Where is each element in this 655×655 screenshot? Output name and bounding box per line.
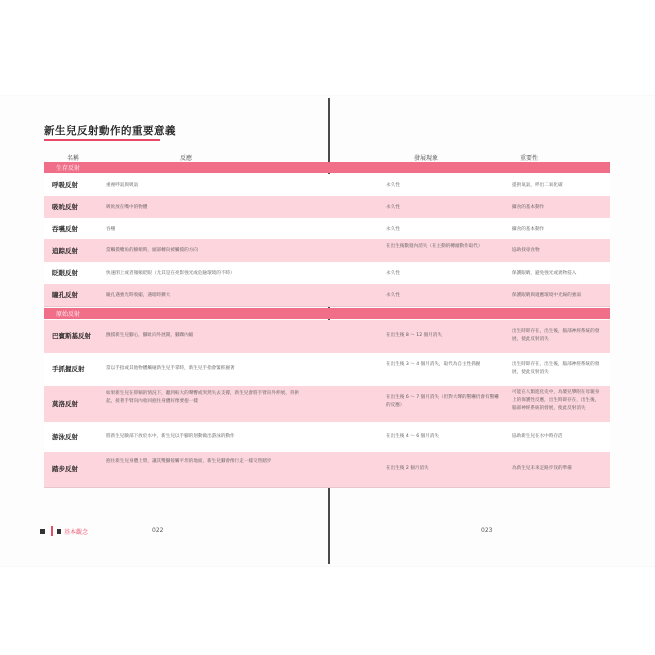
reflex-period: 永久性 <box>386 293 400 298</box>
reflex-response: 抱住新生兒身體上臂，讓其雙腳接觸平坦的地面，新生兒腳會像行走一樣交替踏步 <box>106 459 272 464</box>
reflex-significance: 可能在人類進化史中，為嬰兒攀附在母親身上的保護性反應，出生時即存在，出生後，腦部神經系統的發展，使此反射消失 <box>512 390 600 411</box>
table-row <box>44 452 610 488</box>
reflex-response: 重複呼氣與吸氣 <box>106 183 139 188</box>
reflex-name: 追踪反射 <box>52 247 78 255</box>
reflex-period: 在出生後數週內消失（在主動的轉頭動作取代） <box>386 244 483 249</box>
reflex-period: 在出生後 2 個月消失 <box>386 466 429 471</box>
reflex-name: 游泳反射 <box>52 433 78 441</box>
section-band-primitive <box>44 308 610 319</box>
reflex-name: 眨眼反射 <box>52 269 78 277</box>
page-number-left: 022 <box>152 527 164 534</box>
section-band-survival <box>44 162 610 173</box>
reflex-response: 快速閉上或者頻頻眨眼（尤其是在亮影強光或危險環境的不時） <box>106 271 235 276</box>
section-label: 原始反射 <box>56 311 81 318</box>
reflex-response: 瞳孔遇強光時收縮，遇暗時擴大 <box>106 293 171 298</box>
footer-section-label: 基本觀念 <box>64 529 89 536</box>
reflex-period: 在出生後 8 ～ 12 個月消失 <box>386 333 442 338</box>
reflex-name: 巴賓斯基反射 <box>52 332 91 340</box>
column-header-name: 名稱 <box>67 155 80 162</box>
page-number-right: 023 <box>481 527 493 534</box>
table-row <box>44 422 610 453</box>
reflex-name: 吸吮反射 <box>52 203 78 211</box>
footer-marker-icon <box>40 529 45 534</box>
reflex-name: 吞嚥反射 <box>52 225 78 233</box>
section-label: 生存反射 <box>56 165 81 172</box>
table-row <box>44 262 610 285</box>
table-row <box>44 239 610 263</box>
reflex-response: 吞嚥 <box>106 227 116 232</box>
reflex-significance: 為新生兒未來走路步伐的準備 <box>512 466 572 471</box>
column-header-period: 發展現象 <box>414 155 439 162</box>
table-row <box>44 386 610 423</box>
reflex-name: 莫洛反射 <box>52 400 78 408</box>
table-row <box>44 284 610 307</box>
reflex-period: 在出生後 4 ～ 6 個月消失 <box>386 434 440 439</box>
table-row <box>44 196 610 219</box>
reflex-significance: 協助找尋食物 <box>512 248 540 253</box>
reflex-period: 永久性 <box>386 227 400 232</box>
reflex-period: 永久性 <box>386 271 400 276</box>
reflex-response: 撫摸新生兒腳心，腳趾向外展開，腳踝內縮 <box>106 333 194 338</box>
table-row <box>44 218 610 240</box>
reflex-name: 手抓握反射 <box>52 365 85 373</box>
reflex-response: 將新生兒臉部下放於水中，新生兒以手腳的划動做出游泳的動作 <box>106 434 235 439</box>
table-row <box>44 353 610 387</box>
reflex-period: 永久性 <box>386 205 400 210</box>
reflex-response: 當以手指或其他物體觸碰新生兒手掌時，新生兒手指會緊抓握著 <box>106 366 235 371</box>
reflex-significance: 提供氧氣，呼出二氧化碳 <box>512 183 563 188</box>
reflex-significance: 協助新生兒在水中時存活 <box>512 434 563 439</box>
column-header-significance: 重要性 <box>520 155 539 162</box>
reflex-response: 如果新生兒在仰躺的情況下，聽到較大的聲響或突然失去支撐，新生兒會將手臂向外伸展、背拱起，接著手臂向內收回抱住身體好像要抱一樣 <box>106 391 299 404</box>
table-row <box>44 174 610 197</box>
reflex-significance: 保護眼睛與適應環境中光線的強弱 <box>512 293 581 298</box>
column-header-response: 反應 <box>180 155 193 162</box>
footer-accent-bar <box>51 526 53 536</box>
reflex-name: 踏步反射 <box>52 465 78 473</box>
table-row <box>44 320 610 354</box>
reflex-significance: 保護眼睛，避免強光或異物侵入 <box>512 271 577 276</box>
reflex-significance: 出生時即存在，出生後，腦部神經系統的發展，使此反射消失 <box>512 362 600 375</box>
reflex-period: 在出生後 6 ～ 7 個月消失（但對大聲的驚嚇仍會有驚嚇的反應） <box>386 395 499 408</box>
reflex-significance: 出生時即存在，出生後，腦部神經系統的發展，使此反射消失 <box>512 329 600 342</box>
reflex-name: 瞳孔反射 <box>52 291 78 299</box>
reflex-response: 當觸摸嘴角的臉頰時，頭部轉向被觸摸的方向 <box>106 248 198 253</box>
page-title: 新生兒反射動作的重要意義 <box>44 125 176 137</box>
reflex-name: 呼吸反射 <box>52 181 78 189</box>
reflex-period: 在出生後 3 ～ 4 個月消失，取代為自主性抓握 <box>386 362 481 367</box>
title-underline <box>44 139 160 141</box>
reflex-significance: 攝食的基本動作 <box>512 227 545 232</box>
reflex-significance: 攝食的基本動作 <box>512 205 545 210</box>
footer-marker-icon <box>57 529 61 534</box>
reflex-response: 吸吮放在嘴中的物體 <box>106 205 148 210</box>
reflex-period: 永久性 <box>386 183 400 188</box>
